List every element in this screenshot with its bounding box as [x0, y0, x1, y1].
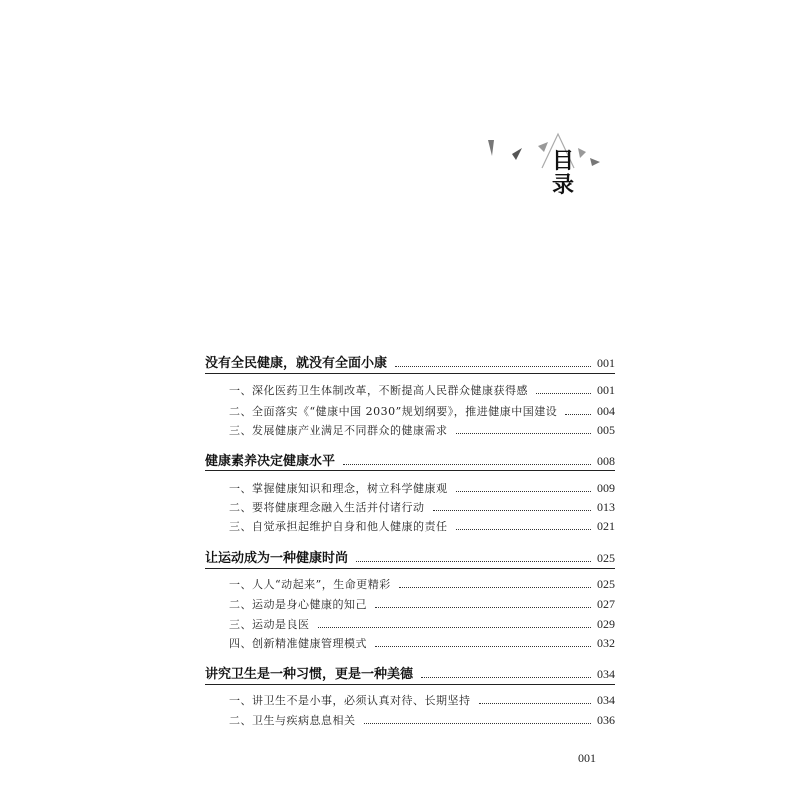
toc-section[interactable] [229, 596, 615, 612]
toc-section-title: 二、卫生与疾病息息相关 [229, 714, 356, 727]
toc-section[interactable] [229, 518, 615, 534]
toc-section[interactable] [229, 382, 615, 398]
toc-page-number: 013 [597, 500, 615, 514]
toc-page-number: 034 [597, 667, 615, 681]
leader-dots [456, 491, 592, 492]
toc-section-title: 四、创新精准健康管理模式 [229, 637, 367, 650]
toc-section-title: 一、深化医药卫生体制改革，不断提高人民群众健康获得感 [229, 384, 528, 397]
leader-dots [565, 414, 591, 415]
leader-dots [433, 510, 592, 511]
leader-dots [364, 723, 592, 724]
ornament-shard [512, 148, 522, 160]
toc-page-number: 001 [597, 356, 615, 370]
toc-section[interactable] [229, 403, 615, 419]
title-char: 录 [551, 173, 574, 198]
toc-section[interactable] [229, 712, 615, 728]
toc-section-title: 一、讲卫生不是小事，必须认真对待、长期坚持 [229, 694, 471, 707]
toc-section-title: 二、全面落实《“健康中国 2030”规划纲要》，推进健康中国建设 [229, 405, 558, 418]
toc-chapter[interactable] [205, 547, 615, 566]
toc-section-title: 一、掌握健康知识和理念，树立科学健康观 [229, 482, 448, 495]
toc-page-number: 001 [597, 383, 615, 397]
chapter-divider [205, 470, 615, 471]
toc-section-title: 三、运动是良医 [229, 618, 310, 631]
leader-dots [421, 677, 591, 678]
footer-page-number: 001 [578, 751, 596, 765]
leader-dots [456, 529, 592, 530]
toc-section-title: 二、运动是身心健康的知己 [229, 598, 367, 611]
toc-section-title: 三、自觉承担起维护自身和他人健康的责任 [229, 520, 448, 533]
leader-dots [479, 703, 592, 704]
toc-chapter-title: 健康素养决定健康水平 [205, 454, 336, 469]
toc-page-number: 004 [597, 404, 615, 418]
toc-section[interactable] [229, 480, 615, 496]
toc-section-title: 二、要将健康理念融入生活并付诸行动 [229, 501, 425, 514]
toc-page-number: 032 [597, 636, 615, 650]
toc-chapter[interactable] [205, 352, 615, 371]
toc-chapter-title: 讲究卫生是一种习惯，更是一种美德 [205, 667, 414, 682]
toc-page-number: 036 [597, 713, 615, 727]
leader-dots [318, 627, 592, 628]
leader-dots [536, 393, 591, 394]
toc-page-number: 005 [597, 423, 615, 437]
toc-page-number: 008 [597, 454, 615, 468]
toc-section[interactable] [229, 692, 615, 708]
toc-section[interactable] [229, 616, 615, 632]
chapter-divider [205, 568, 615, 569]
toc-section[interactable] [229, 499, 615, 515]
toc-section[interactable] [229, 576, 615, 592]
page-title [543, 150, 583, 198]
toc-page-number: 029 [597, 617, 615, 631]
leader-dots [356, 561, 591, 562]
leader-dots [456, 433, 592, 434]
toc-page-number: 021 [597, 519, 615, 533]
toc-chapter[interactable] [205, 663, 615, 682]
ornament-shard [590, 158, 600, 166]
leader-dots [375, 646, 591, 647]
toc-section-title: 一、人人“动起来”，生命更精彩 [229, 578, 391, 591]
chapter-divider [205, 684, 615, 685]
leader-dots [395, 366, 591, 367]
toc-page-number: 027 [597, 597, 615, 611]
toc-page-number: 025 [597, 577, 615, 591]
toc-page-number: 009 [597, 481, 615, 495]
chapter-divider [205, 373, 615, 374]
toc-section[interactable] [229, 422, 615, 438]
toc-chapter[interactable] [205, 450, 615, 469]
title-char: 目 [551, 149, 574, 174]
leader-dots [343, 464, 591, 465]
ornament-shard [488, 140, 494, 156]
toc-chapter-title: 没有全民健康，就没有全面小康 [205, 356, 388, 371]
toc-chapter-title: 让运动成为一种健康时尚 [205, 551, 349, 566]
leader-dots [375, 607, 591, 608]
toc-section[interactable] [229, 635, 615, 651]
toc-section-title: 三、发展健康产业满足不同群众的健康需求 [229, 424, 448, 437]
leader-dots [399, 587, 591, 588]
toc-page-number: 034 [597, 693, 615, 707]
toc-page-number: 025 [597, 551, 615, 565]
